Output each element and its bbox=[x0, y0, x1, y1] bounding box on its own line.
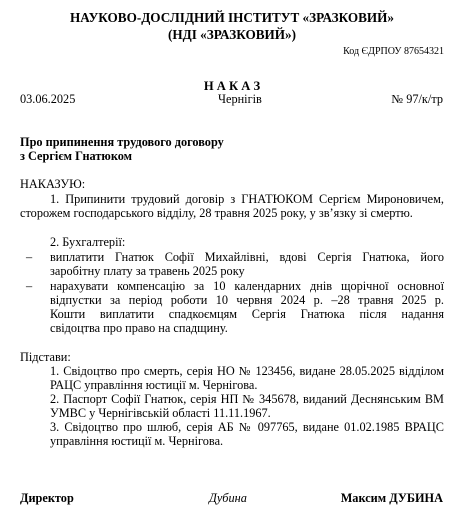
bullet-1-line-1: виплатити Гнатюк Софії Михайлівні, вдові Сергія Гнатюка, його bbox=[50, 250, 444, 264]
bullet-2-line-3: Кошти виплатити спадкоємцям Сергія Гнатюка після надання bbox=[50, 307, 444, 321]
item-1-line-2: сторожем господарського відділу, 28 травня 2025 року, у зв’язку зі смертю. bbox=[20, 206, 413, 220]
item-1-line-1: 1. Припинити трудовий договір з ГНАТЮКОМ Сергієм Мироновичем, bbox=[50, 192, 444, 206]
subject-line-1: Про припинення трудового договору bbox=[20, 135, 224, 149]
subject-line-2: з Сергієм Гнатюком bbox=[20, 149, 133, 163]
ground-3-line-1: 3. Свідоцтво про шлюб, серія АБ № 097765, видане 01.02.1985 ВРАЦС bbox=[50, 420, 444, 434]
bullet-2-line-4: свідоцтва про право на спадщину. bbox=[50, 321, 228, 335]
org-name: НАУКОВО-ДОСЛІДНИЙ ІНСТИТУТ «ЗРАЗКОВИЙ» bbox=[69, 10, 395, 25]
bullet-2-line-2: відпустки за період роботи 10 червня 2024 р. –28 травня 2025 р. bbox=[50, 293, 444, 307]
bullet-2-line-1: нарахувати компенсацію за 10 календарних днів щорічної основної bbox=[50, 279, 444, 293]
order-date: 03.06.2025 bbox=[20, 92, 76, 106]
grounds-label: Підстави: bbox=[20, 350, 71, 364]
ground-2-line-2: УМВС у Чернігівській області 11.11.1967. bbox=[50, 406, 271, 420]
signatory-name: Максим ДУБИНА bbox=[340, 491, 443, 505]
order-city: Чернігів bbox=[218, 92, 262, 106]
ground-1-line-2: РАЦС управління юстиції м. Чернігова. bbox=[50, 378, 258, 392]
ground-3-line-2: управління юстиції м. Чернігова. bbox=[50, 434, 224, 448]
decree-word: НАКАЗУЮ: bbox=[20, 177, 86, 191]
ground-1-line-1: 1. Свідоцтво про смерть, серія НО № 123456, видане 28.05.2025 відділом bbox=[50, 364, 444, 378]
ground-2-line-1: 2. Паспорт Софії Гнатюк, серія НП № 345678, виданий Деснянським ВМ bbox=[50, 392, 444, 406]
order-title: Н А К А З bbox=[203, 79, 261, 93]
order-number: № 97/к/тр bbox=[391, 92, 443, 106]
item-2: 2. Бухгалтерії: bbox=[50, 235, 126, 249]
edrpou-code: Код ЄДРПОУ 87654321 bbox=[343, 46, 444, 57]
bullet-dash-2: – bbox=[26, 279, 33, 293]
bullet-1-line-2: заробітну плату за травень 2025 року bbox=[50, 264, 245, 278]
bullet-dash-1: – bbox=[26, 250, 33, 264]
signatory-position: Директор bbox=[20, 491, 74, 505]
signature: Дубина bbox=[209, 491, 247, 505]
org-short-name: (НДІ «ЗРАЗКОВИЙ») bbox=[167, 27, 297, 42]
